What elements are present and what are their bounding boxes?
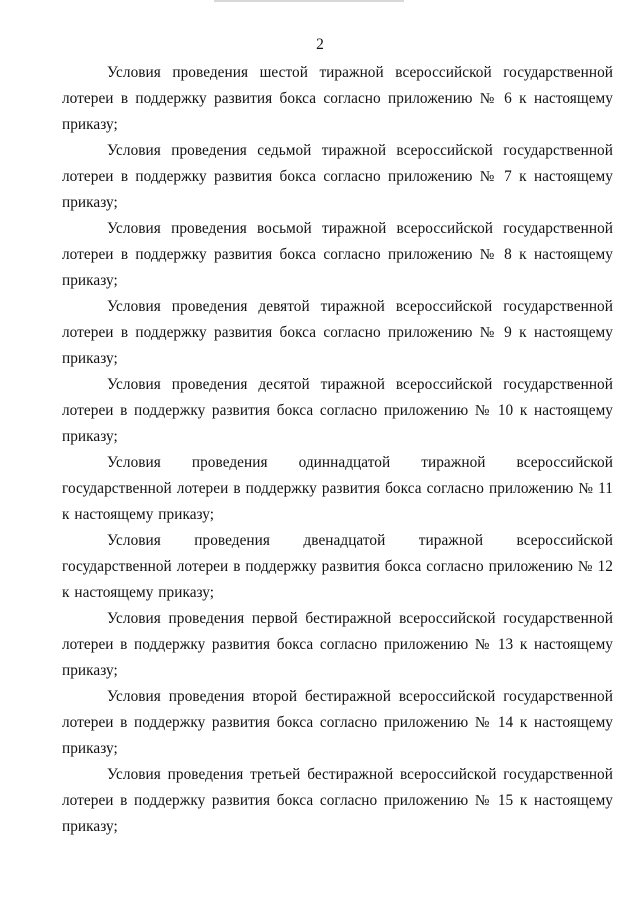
scan-edge-line xyxy=(214,0,404,2)
paragraph-appendix-9: Условия проведения девятой тиражной всероссийской государственной лотереи в поддержку развития бокса согласно приложению № 9 к настоящему приказу; xyxy=(62,298,613,367)
document-body xyxy=(62,60,613,840)
paragraph-appendix-7: Условия проведения седьмой тиражной всероссийской государственной лотереи в поддержку развития бокса согласно приложению № 7 к настоящему приказу; xyxy=(62,142,613,211)
paragraph-appendix-12: Условия проведения двенадцатой тиражной всероссийской государственной лотереи в поддержку развития бокса согласно приложению № 12 к настоящему приказу; xyxy=(62,532,613,601)
paragraph-appendix-14: Условия проведения второй бестиражной всероссийской государственной лотереи в поддержку развития бокса согласно приложению № 14 к настоящему приказу; xyxy=(62,688,613,757)
paragraph-appendix-6: Условия проведения шестой тиражной всероссийской государственной лотереи в поддержку развития бокса согласно приложению № 6 к настоящему приказу; xyxy=(62,64,613,133)
paragraph-appendix-11: Условия проведения одиннадцатой тиражной всероссийской государственной лотереи в поддержку развития бокса согласно приложению № 11 к настоящему приказу; xyxy=(62,454,613,523)
paragraph-appendix-10: Условия проведения десятой тиражной всероссийской государственной лотереи в поддержку развития бокса согласно приложению № 10 к настоящему приказу; xyxy=(62,376,613,445)
page-number: 2 xyxy=(316,36,324,53)
paragraph-appendix-8: Условия проведения восьмой тиражной всероссийской государственной лотереи в поддержку развития бокса согласно приложению № 8 к настоящему приказу; xyxy=(62,220,613,289)
paragraph-appendix-13: Условия проведения первой бестиражной всероссийской государственной лотереи в поддержку развития бокса согласно приложению № 13 к настоящему приказу; xyxy=(62,610,613,679)
paragraph-appendix-15: Условия проведения третьей бестиражной всероссийской государственной лотереи в поддержку развития бокса согласно приложению № 15 к настоящему приказу; xyxy=(62,766,613,835)
